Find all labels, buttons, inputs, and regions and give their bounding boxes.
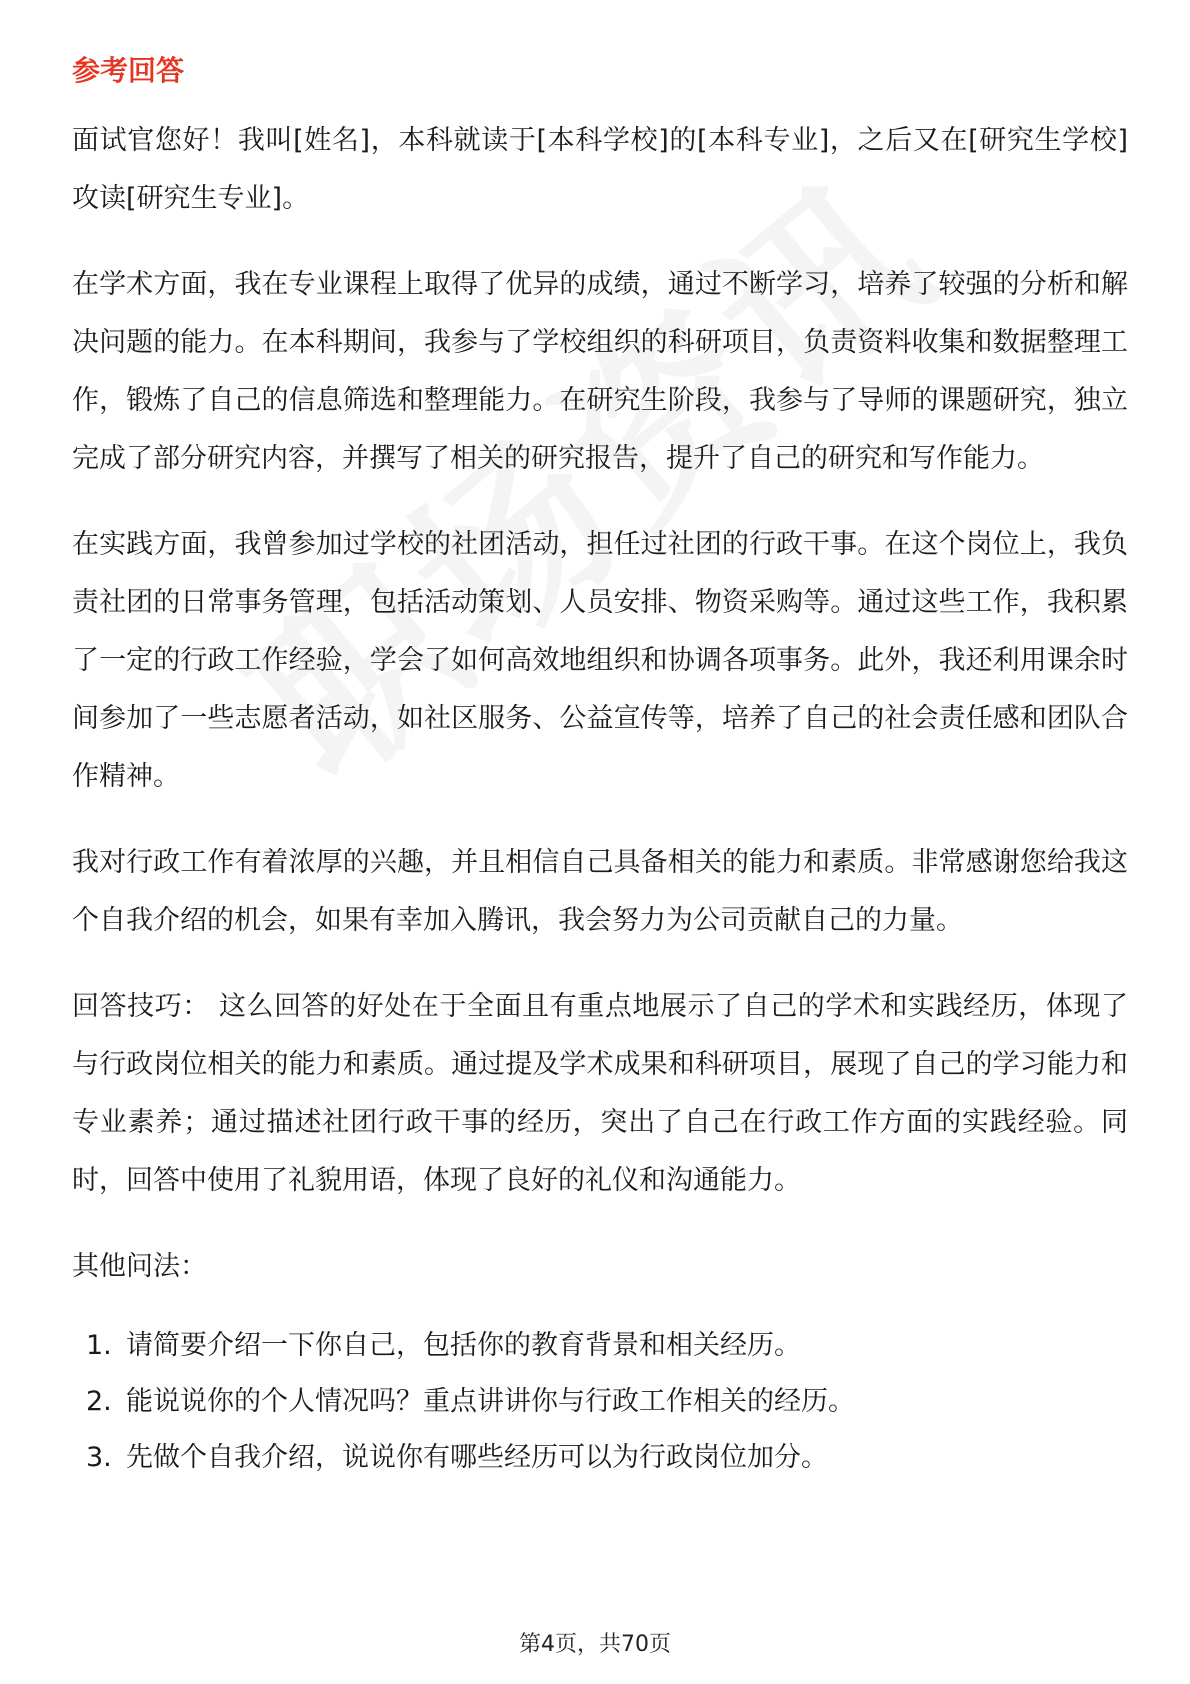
other-questions-list <box>72 1318 1128 1486</box>
list-item <box>72 1318 1128 1374</box>
list-item-text: 能说说你的个人情况吗？重点讲讲你与行政工作相关的经历。 <box>126 1386 855 1417</box>
list-item-number: 3. <box>86 1442 112 1473</box>
paragraph-practice: 在实践方面，我曾参加过学校的社团活动，担任过社团的行政干事。在这个岗位上，我负责社团的日常事务管理，包括活动策划、人员安排、物资采购等。通过这些工作，我积累了一定的行政工作经验，学会了如何高效地组织和协调各项事务。此外，我还利用课余时间参加了一些志愿者活动，如社区服务、公益宣传等，培养了自己的社会责任感和团队合作精神。 <box>72 529 1128 792</box>
paragraph-closing: 我对行政工作有着浓厚的兴趣，并且相信自己具备相关的能力和素质。非常感谢您给我这个自我介绍的机会，如果有幸加入腾讯，我会努力为公司贡献自己的力量。 <box>72 847 1128 936</box>
paragraph-tips: 回答技巧： 这么回答的好处在于全面且有重点地展示了自己的学术和实践经历，体现了与行政岗位相关的能力和素质。通过提及学术成果和科研项目，展现了自己的学习能力和专业素养；通过描述社团行政干事的经历，突出了自己在行政工作方面的实践经验。同时，回答中使用了礼貌用语，体现了良好的礼仪和沟通能力。 <box>72 991 1128 1196</box>
paragraph-intro: 面试官您好！我叫[姓名]，本科就读于[本科学校]的[本科专业]，之后又在[研究生学校]攻读[研究生专业]。 <box>72 125 1128 214</box>
other-questions-title: 其他问法： <box>72 1251 207 1282</box>
page-content <box>72 50 1128 1486</box>
list-item <box>72 1374 1128 1430</box>
section-heading: 参考回答 <box>72 54 185 87</box>
list-item-number: 2. <box>86 1386 112 1417</box>
list-item-text: 先做个自我介绍，说说你有哪些经历可以为行政岗位加分。 <box>126 1442 828 1473</box>
list-item-number: 1. <box>86 1330 112 1361</box>
paragraph-academic: 在学术方面，我在专业课程上取得了优异的成绩，通过不断学习，培养了较强的分析和解决问题的能力。在本科期间，我参与了学校组织的科研项目，负责资料收集和数据整理工作，锻炼了自己的信息筛选和整理能力。在研究生阶段，我参与了导师的课题研究，独立完成了部分研究内容，并撰写了相关的研究报告，提升了自己的研究和写作能力。 <box>72 269 1128 474</box>
list-item <box>72 1430 1128 1486</box>
page-number-footer: 第4页，共70页 <box>519 1632 671 1657</box>
list-item-text: 请简要介绍一下你自己，包括你的教育背景和相关经历。 <box>126 1330 801 1361</box>
